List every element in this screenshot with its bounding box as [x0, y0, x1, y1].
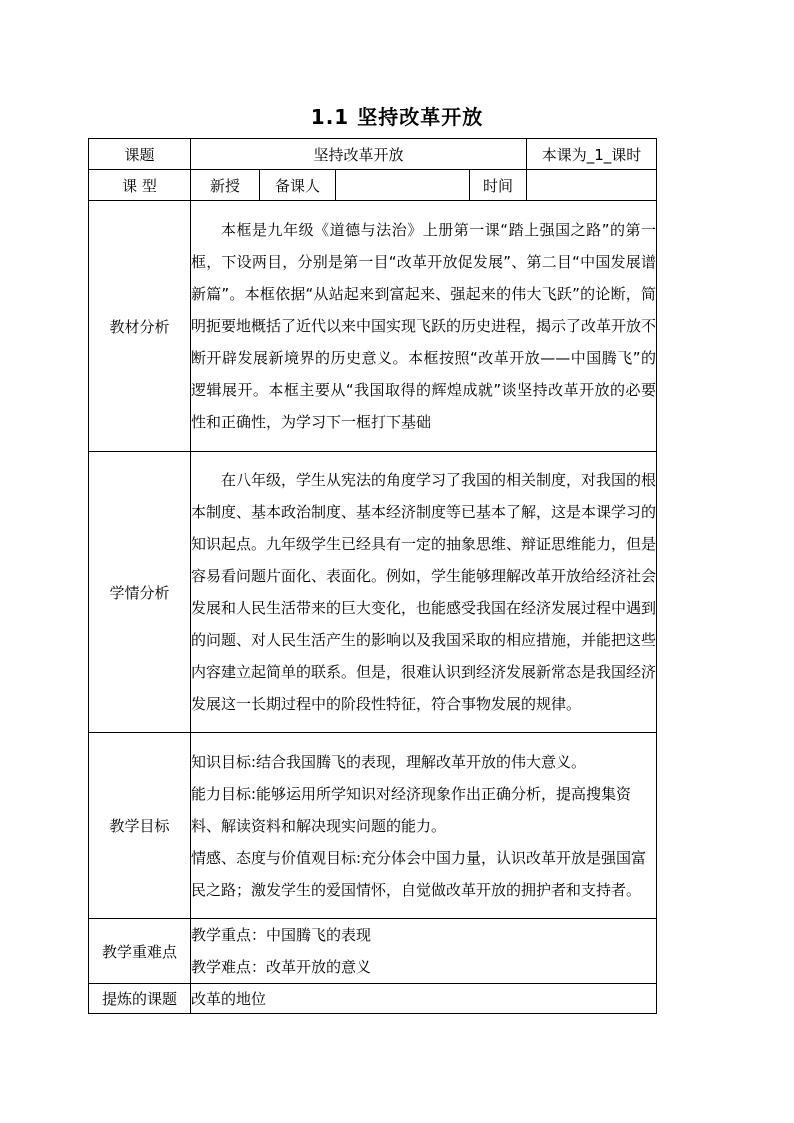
row-textbook-analysis	[89, 201, 657, 452]
lesson-plan-table	[88, 138, 657, 1014]
goal-knowledge: 知识目标:结合我国腾飞的表现，理解改革开放的伟大意义。	[191, 752, 587, 771]
key-points-cell	[191, 919, 657, 984]
topic-value: 坚持改革开放	[191, 139, 527, 170]
goal-ability: 能力目标:能够运用所学知识对经济现象作出正确分析，提高搜集资料、解读资料和解决现实问题的能力。	[191, 784, 632, 835]
label-topic: 课题	[89, 139, 191, 170]
label-student-analysis: 学情分析	[89, 452, 191, 733]
label-preparer: 备课人	[260, 170, 336, 201]
difficult-point: 教学难点：改革开放的意义	[191, 958, 372, 976]
refined-topic-value: 改革的地位	[191, 984, 657, 1014]
student-analysis-text: 在八年级，学生从宪法的角度学习了我国的相关制度，对我国的根本制度、基本政治制度、基本经济制度等已基本了解，这是本课学习的知识起点。九年级学生已经具有一定的抽象思维、辩证思维能力，但是容易看问题片面化、表面化。例如，学生能够理解改革开放给经济社会发展和人民生活带来的巨大变化，也能感受我国在经济发展过程中遇到的问题、对人民生活产生的影响以及我国采取的相应措施，并能把这些内容建立起简单的联系。但是，很难认识到经济发展新常态是我国经济发展这一长期过程中的阶段性特征，符合事物发展的规律。	[191, 452, 657, 733]
row-topic	[89, 139, 657, 170]
label-key-points: 教学重难点	[89, 919, 191, 984]
teaching-goals-cell	[191, 733, 657, 919]
preparer-value	[336, 170, 470, 201]
label-textbook-analysis: 教材分析	[89, 201, 191, 452]
time-value	[527, 170, 657, 201]
label-time: 时间	[470, 170, 527, 201]
page-title: 1.1 坚持改革开放	[310, 105, 484, 129]
row-key-points	[89, 919, 657, 984]
row-teaching-goals	[89, 733, 657, 919]
label-type: 课 型	[89, 170, 191, 201]
type-value: 新授	[191, 170, 260, 201]
row-refined-topic	[89, 984, 657, 1014]
lesson-count: 本课为_1_课时	[527, 139, 657, 170]
goal-emotion: 情感、态度与价值观目标:充分体会中国力量，认识改革开放是强国富民之路；激发学生的爱国情怀，自觉做改革开放的拥护者和支持者。	[191, 848, 647, 899]
label-teaching-goals: 教学目标	[89, 733, 191, 919]
row-type	[89, 170, 657, 201]
row-student-analysis	[89, 452, 657, 733]
textbook-analysis-text: 本框是九年级《道德与法治》上册第一课“踏上强国之路”的第一框，下设两目，分别是第一目“改革开放促发展”、第二目“中国发展谱新篇”。本框依据“从站起来到富起来、强起来的伟大飞跃”的论断，简明扼要地概括了近代以来中国实现飞跃的历史进程，揭示了改革开放不断开辟发展新境界的历史意义。本框按照“改革开放——中国腾飞”的逻辑展开。本框主要从“我国取得的辉煌成就”谈坚持改革开放的必要性和正确性，为学习下一框打下基础	[191, 201, 657, 452]
label-refined-topic: 提炼的课题	[89, 984, 191, 1014]
key-point: 教学重点：中国腾飞的表现	[191, 926, 372, 944]
